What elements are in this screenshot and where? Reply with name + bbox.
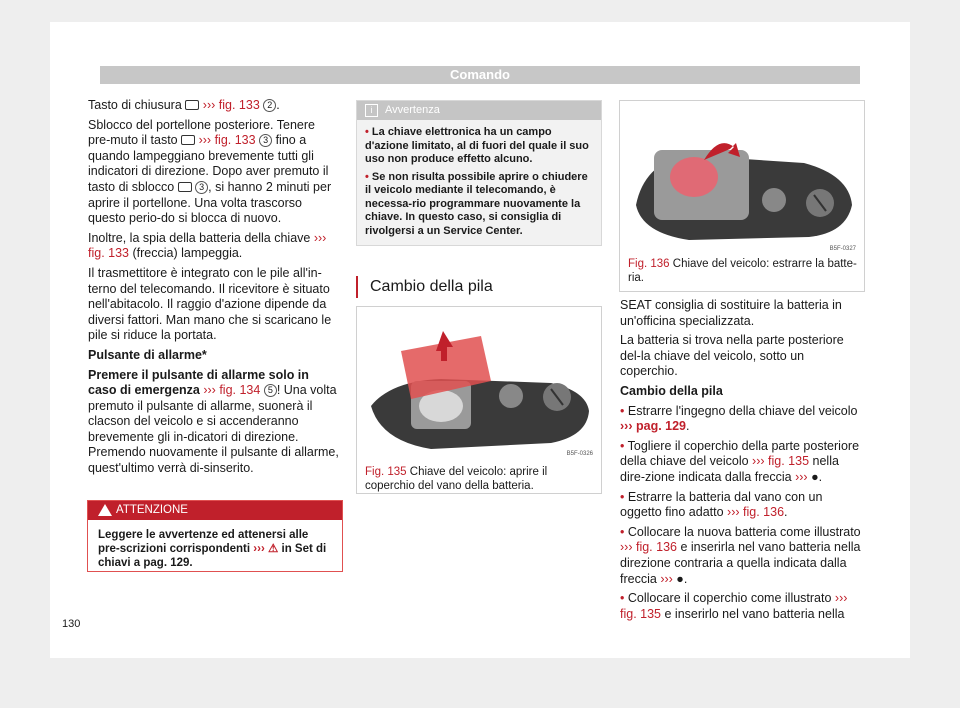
list-item: • Collocare il coperchio come illustrato ››› fig. 135 e inserirlo nel vano batteria nella	[620, 591, 848, 621]
fig-ref[interactable]: fig. 133	[88, 246, 130, 261]
paragraph-battery-light: Inoltre, la spia della batteria della chiave ››› fig. 133 (freccia) lampeggia.	[88, 230, 327, 261]
subheading-change: Cambio della pila	[620, 383, 723, 398]
attenzione-box	[87, 500, 343, 572]
column-3	[620, 298, 864, 626]
list-item: • Togliere il coperchio della parte posteriore della chiave del veicolo ››› fig. 135 nella dire-zione indicata dalla freccia ››› ●.	[620, 438, 860, 484]
paragraph-location: La batteria si trova nella parte posteriore del-la chiave del veicolo, sotto un coperchio.	[620, 333, 844, 379]
paragraph-recommendation: SEAT consiglia di sostituire la batteria in un'officina specializzata.	[620, 298, 842, 328]
figure-136	[619, 100, 865, 292]
paragraph-alarm: Premere il pulsante di allarme solo in caso di emergenza ››› fig. 134 5 ! Una volta premuto il pulsante di allarme, suonerà il clacson del veicolo e si accenderanno brevemente gli in-dicatori di direzione. Premendo nuovamente il pulsante di allarme, quest'ultimo verrà di-sinserito.	[88, 367, 339, 476]
column-1	[88, 98, 340, 481]
page-header: Comando	[100, 66, 860, 84]
list-item: • Estrarre l'ingegno della chiave del veicolo ››› pag. 129.	[620, 403, 858, 434]
list-item: • Estrarre la batteria dal vano con un oggetto fino adatto ››› fig. 136.	[620, 489, 823, 520]
tailgate-key-icon	[181, 135, 195, 145]
key-battery-cover-image	[361, 311, 597, 461]
paragraph-tailgate: Sblocco del portellone posteriore. Tenere pre-muto il tasto ››› fig. 133 3 fino a quando lampeggiano brevemente tutti gli indicatori di direzione. Dopo aver premuto il tasto di sblocco 3 , si hanno 2 minuti per aprire il portellone. Una volta trascorso questo perio-do si blocca di nuovo.	[88, 117, 332, 226]
fig-ref[interactable]: fig. 134	[219, 383, 261, 398]
page-ref[interactable]: pag. 129	[635, 419, 687, 434]
list-item: • Collocare la nuova batteria come illustrato ››› fig. 136 e inserirla nel vano batteria nella direzione contraria a quella indicata dalla freccia ››› ●.	[620, 524, 861, 586]
figure-code: B5F-0327	[829, 246, 856, 252]
lock-key-icon	[185, 100, 199, 110]
paragraph-lock-key: Tasto di chiusura ››› fig. 133 2 .	[88, 98, 280, 112]
subheading-alarm: Pulsante di allarme*	[88, 347, 207, 362]
fig-ref[interactable]: fig. 135	[768, 454, 810, 469]
paragraph-transmitter: Il trasmettitore è integrato con le pile all'in-terno del telecomando. Il ricevitore è situato nell'abitacolo. Il raggio d'azione dipende da diversi fattori. Man mano che si scaricano le pile si riduce la portata.	[88, 265, 332, 343]
figure-135	[356, 306, 602, 494]
figure-caption: Fig. 136 Chiave del veicolo: estrarre la batte-ria.	[628, 258, 857, 284]
warning-icon: ⚠	[267, 543, 279, 555]
fig-ref[interactable]: fig. 133	[214, 133, 256, 148]
page-number: 130	[62, 618, 81, 630]
fig-ref[interactable]: fig. 136	[635, 540, 677, 555]
section-title: Cambio della pila	[370, 278, 493, 295]
section-accent-bar	[356, 276, 358, 298]
attenzione-header: ATTENZIONE	[88, 501, 342, 520]
info-icon: ●	[676, 571, 684, 586]
bullet-item: • La chiave elettronica ha un campo d'azione limitato, al di fuori del quale il suo uso non produce effetto alcuno.	[365, 126, 589, 165]
info-icon: i	[365, 104, 378, 117]
figure-code: B5F-0326	[566, 451, 593, 457]
attenzione-body: Leggere le avvertenze ed attenersi alle pre-scrizioni corrispondenti ››› ⚠ in Set di chiavi a pag. 129.	[98, 529, 327, 569]
warning-icon	[98, 504, 112, 516]
fig-ref[interactable]: fig. 136	[743, 505, 785, 520]
bullet-item: • Se non risulta possibile aprire o chiudere il veicolo mediante il telecomando, è necessa-rio programmare nuovamente la chiave. In questo caso, si consiglia di rivolgersi a un Service Center.	[365, 170, 588, 237]
avvertenza-box	[356, 100, 602, 246]
fig-ref[interactable]: fig. 135	[620, 606, 662, 621]
fig-ref[interactable]: fig. 133	[218, 98, 260, 112]
figure-caption: Fig. 135 Chiave del veicolo: aprire il coperchio del vano della batteria.	[365, 466, 548, 492]
info-icon: ●	[811, 469, 819, 484]
avvertenza-header: i Avvertenza	[357, 101, 601, 120]
avvertenza-body	[357, 120, 601, 248]
key-battery-removal-image	[624, 105, 860, 255]
tailgate-key-icon	[178, 182, 192, 192]
